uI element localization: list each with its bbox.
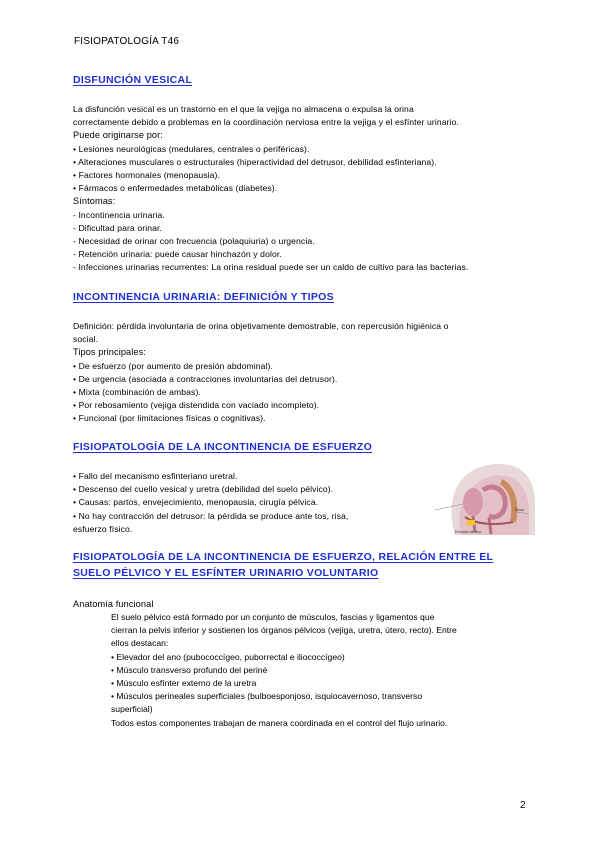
text-line: • Lesiones neurológicas (medulares, centrales o periféricas). xyxy=(73,143,310,154)
page-header: FISIOPATOLOGÍA T46 xyxy=(74,36,180,47)
text-line: • Músculos perineales superficiales (bulboesponjoso, isquiocavernoso, transverso xyxy=(111,691,423,702)
text-line: ellos destacan: xyxy=(111,638,169,649)
text-line: • Causas: partos, envejecimiento, menopausia, cirugía pélvica. xyxy=(73,497,319,508)
text-line: superficial) xyxy=(111,704,153,715)
heading-line: SUELO PÉLVICO Y EL ESFÍNTER URINARIO VOLUNTARIO xyxy=(73,567,379,579)
text-line: Tipos principales: xyxy=(73,347,146,358)
text-line: • Elevador del ano (pubococcígeo, puborrectal e iliococcígeo) xyxy=(111,651,345,662)
section-heading-disfuncion-vesical: DISFUNCIÓN VESICAL xyxy=(73,74,193,86)
text-line: Todos estos componentes trabajan de manera coordinada en el control del flujo urinario. xyxy=(111,717,448,728)
text-line: - Incontinencia urinaria. xyxy=(73,209,165,220)
section-body-fisiopatologia-esfuerzo xyxy=(73,470,348,536)
text-line: - Infecciones urinarias recurrentes: La orina residual puede ser un caldo de cultivo para las bacterias. xyxy=(73,262,469,273)
text-line: esfuerzo físico. xyxy=(73,523,133,534)
svg-text:Elevador del ano: Elevador del ano xyxy=(455,530,482,534)
text-line: • Fármacos o enfermedades metabólicas (diabetes). xyxy=(73,183,278,194)
text-line: • Músculo transverso profundo del periné xyxy=(111,664,268,675)
text-line: La disfunción vesical es un trastorno en el que la vejiga no almacena o expulsa la orina xyxy=(73,104,414,114)
text-line: • Fallo del mecanismo esfinteriano uretral. xyxy=(73,471,238,481)
text-line: Puede originarse por: xyxy=(73,130,163,141)
heading-line: FISIOPATOLOGÍA DE LA INCONTINENCIA DE ESFUERZO, RELACIÓN ENTRE EL xyxy=(73,551,494,563)
text-line: • Factores hormonales (menopausia). xyxy=(73,170,220,181)
section-heading-fisiopatologia-esfuerzo: FISIOPATOLOGÍA DE LA INCONTINENCIA DE ESFUERZO xyxy=(73,441,373,453)
section-body-disfuncion-vesical xyxy=(73,103,468,275)
text-line: • Descenso del cuello vesical y uretra (debilidad del suelo pélvico). xyxy=(73,484,334,495)
text-line: • Funcional (por limitaciones físicas o cognitivas). xyxy=(73,413,266,424)
text-line: • Alteraciones musculares o estructurales (hiperactividad del detrusor, debilidad esfinteriana). xyxy=(73,156,437,167)
text-line: • Músculo esfínter externo de la uretra xyxy=(111,678,257,689)
section-heading-incontinencia-urinaria: INCONTINENCIA URINARIA: DEFINICIÓN Y TIPOS xyxy=(73,291,334,303)
text-line: - Necesidad de orinar con frecuencia (polaquiuria) o urgencia. xyxy=(73,236,315,247)
text-line: correctamente debido a problemas en la coordinación nerviosa entre la vejiga y el esfínter urinario. xyxy=(73,117,459,128)
text-line: - Retención urinaria: puede causar hinchazón y dolor. xyxy=(73,249,282,260)
text-line: social. xyxy=(73,334,99,345)
svg-text:Recto: Recto xyxy=(515,508,525,512)
text-line: El suelo pélvico está formado por un conjunto de músculos, fascias y ligamentos que xyxy=(111,612,435,622)
pelvic-anatomy-illustration xyxy=(425,462,535,535)
section-body-incontinencia-urinaria xyxy=(73,320,449,426)
text-line: • De urgencia (asociada a contracciones involuntarias del detrusor). xyxy=(73,373,338,384)
text-line: • Mixta (combinación de ambas). xyxy=(73,387,201,398)
text-line: Definición: pérdida involuntaria de orina objetivamente demostrable, con repercusión higiénica o xyxy=(73,321,449,331)
text-line: • No hay contracción del detrusor: la pérdida se produce ante tos, risa, xyxy=(73,510,349,521)
section-heading-relacion-suelo-pelvico xyxy=(73,549,493,581)
section-body-relacion-suelo-pelvico xyxy=(111,611,521,730)
text-line: - Dificultad para orinar. xyxy=(73,222,162,233)
text-line: cierran la pelvis inferior y sostienen los órganos pélvicos (vejiga, uretra, útero, recto). Entre xyxy=(111,625,457,636)
subheading-anatomia-funcional: Anatomía funcional xyxy=(73,599,154,609)
text-line: Síntomas: xyxy=(73,196,116,207)
page-number: 2 xyxy=(520,800,526,811)
text-line: • De esfuerzo (por aumento de presión abdominal). xyxy=(73,360,273,371)
text-line: • Por rebosamiento (vejiga distendida con vaciado incompleto). xyxy=(73,400,320,411)
